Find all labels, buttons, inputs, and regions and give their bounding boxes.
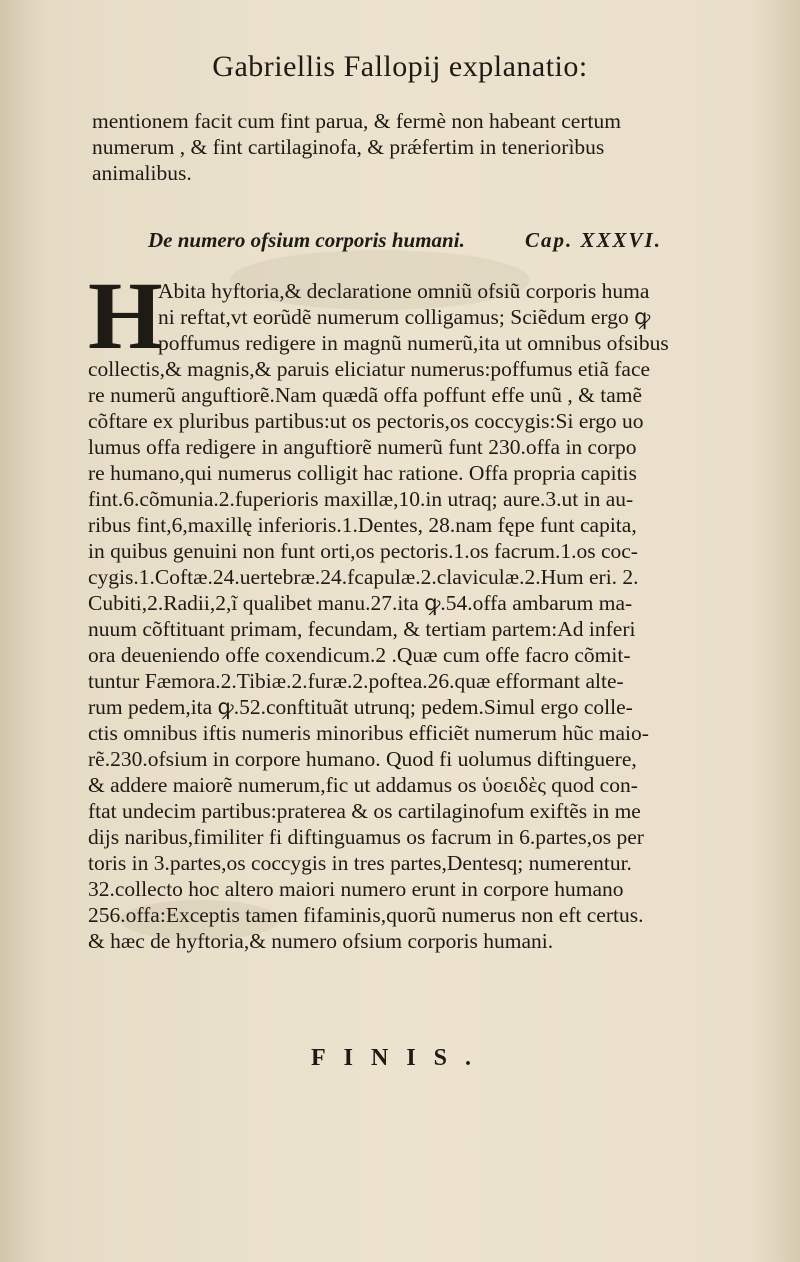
text-line: 32.collecto hoc altero maiori numero erunt in corpore humano xyxy=(88,877,624,901)
text-line: in quibus genuini non funt orti,os pectoris.1.os facrum.1.os coc- xyxy=(88,539,638,563)
text-line: ftat undecim partibus:praterea & os cartilaginofum exiftẽs in me xyxy=(88,799,641,823)
text-line: re humano,qui numerus colligit hac ratione. Offa propria capitis xyxy=(88,461,637,485)
text-line: ctis omnibus iftis numeris minoribus efficiẽt numerum hũc maio- xyxy=(88,721,649,745)
text-line: lumus offa redigere in anguftiorẽ numerũ funt 230.offa in corpo xyxy=(88,435,637,459)
text-line: collectis,& magnis,& paruis eliciatur numerus:poffumus etiã face xyxy=(88,357,651,381)
text-line: 256.offa:Exceptis tamen fifaminis,quorũ numerus non eft certus. xyxy=(88,903,644,927)
text-line: mentionem facit cum fint parua, & fermè non habeant certum xyxy=(92,109,621,133)
chapter-title: De numero ofsium corporis humani. xyxy=(148,228,465,252)
text-line: rum pedem,ita ꝙ.52.conftituãt utrunq; pedem.Simul ergo colle- xyxy=(88,695,633,719)
text-line: ni reftat,vt eorũdẽ numerum colligamus; Sciẽdum ergo ꝙ xyxy=(158,305,651,329)
finis-colophon: FINIS. xyxy=(310,1045,490,1071)
text-line: toris in 3.partes,os coccygis in tres partes,Dentesq; numerentur. xyxy=(88,851,632,875)
text-line: Cubiti,2.Radii,2,ĩ qualibet manu.27.ita ꝙ.54.offa ambarum ma- xyxy=(88,591,633,615)
text-line: rẽ.230.ofsium in corpore humano. Quod fi uolumus diftinguere, xyxy=(88,747,637,771)
text-line: re numerũ anguftiorẽ.Nam quædã offa poffunt effe unũ , & tamẽ xyxy=(88,383,643,407)
text-line: dijs naribus,fimiliter fi diftinguamus os facrum in 6.partes,os per xyxy=(88,825,644,849)
text-line: cygis.1.Coftæ.24.uertebræ.24.fcapulæ.2.claviculæ.2.Hum eri. 2. xyxy=(88,565,639,589)
text-line: poffumus redigere in magnũ numerũ,ita ut omnibus ofsibus xyxy=(158,331,669,355)
drop-cap: H xyxy=(88,262,163,369)
text-line: & hæc de hyftoria,& numero ofsium corporis humani. xyxy=(88,929,554,953)
text-line: animalibus. xyxy=(92,161,192,185)
text-line: numerum , & fint cartilaginofa, & prǽfertim in teneriorìbus xyxy=(92,135,605,159)
text-line: fint.6.cõmunia.2.fuperioris maxillæ,10.in utraq; aure.3.ut in au- xyxy=(88,487,634,511)
text-line: nuum cõftituant primam, fecundam, & tertiam partem:Ad inferi xyxy=(88,617,636,641)
text-line: tuntur Fæmora.2.Tibiæ.2.furæ.2.poftea.26.quæ efformant alte- xyxy=(88,669,624,693)
chapter-number: Cap. XXXVI. xyxy=(525,228,662,252)
text-line: ora deueniendo offe coxendicum.2 .Quæ cum offe facro cõmit- xyxy=(88,643,631,667)
text-line: cõftare ex pluribus partibus:ut os pectoris,os coccygis:Si ergo uo xyxy=(88,409,644,433)
text-line: Abita hyftoria,& declaratione omniũ ofsiũ corporis huma xyxy=(158,279,650,303)
text-line: & addere maiorẽ numerum,fic ut addamus os ὑοειδὲς quod con- xyxy=(88,773,638,797)
running-head: Gabriellis Fallopij explanatio: xyxy=(212,50,588,83)
text-line: ribus fint,6,maxillę inferioris.1.Dentes, 28.nam fępe funt capita, xyxy=(88,513,637,537)
